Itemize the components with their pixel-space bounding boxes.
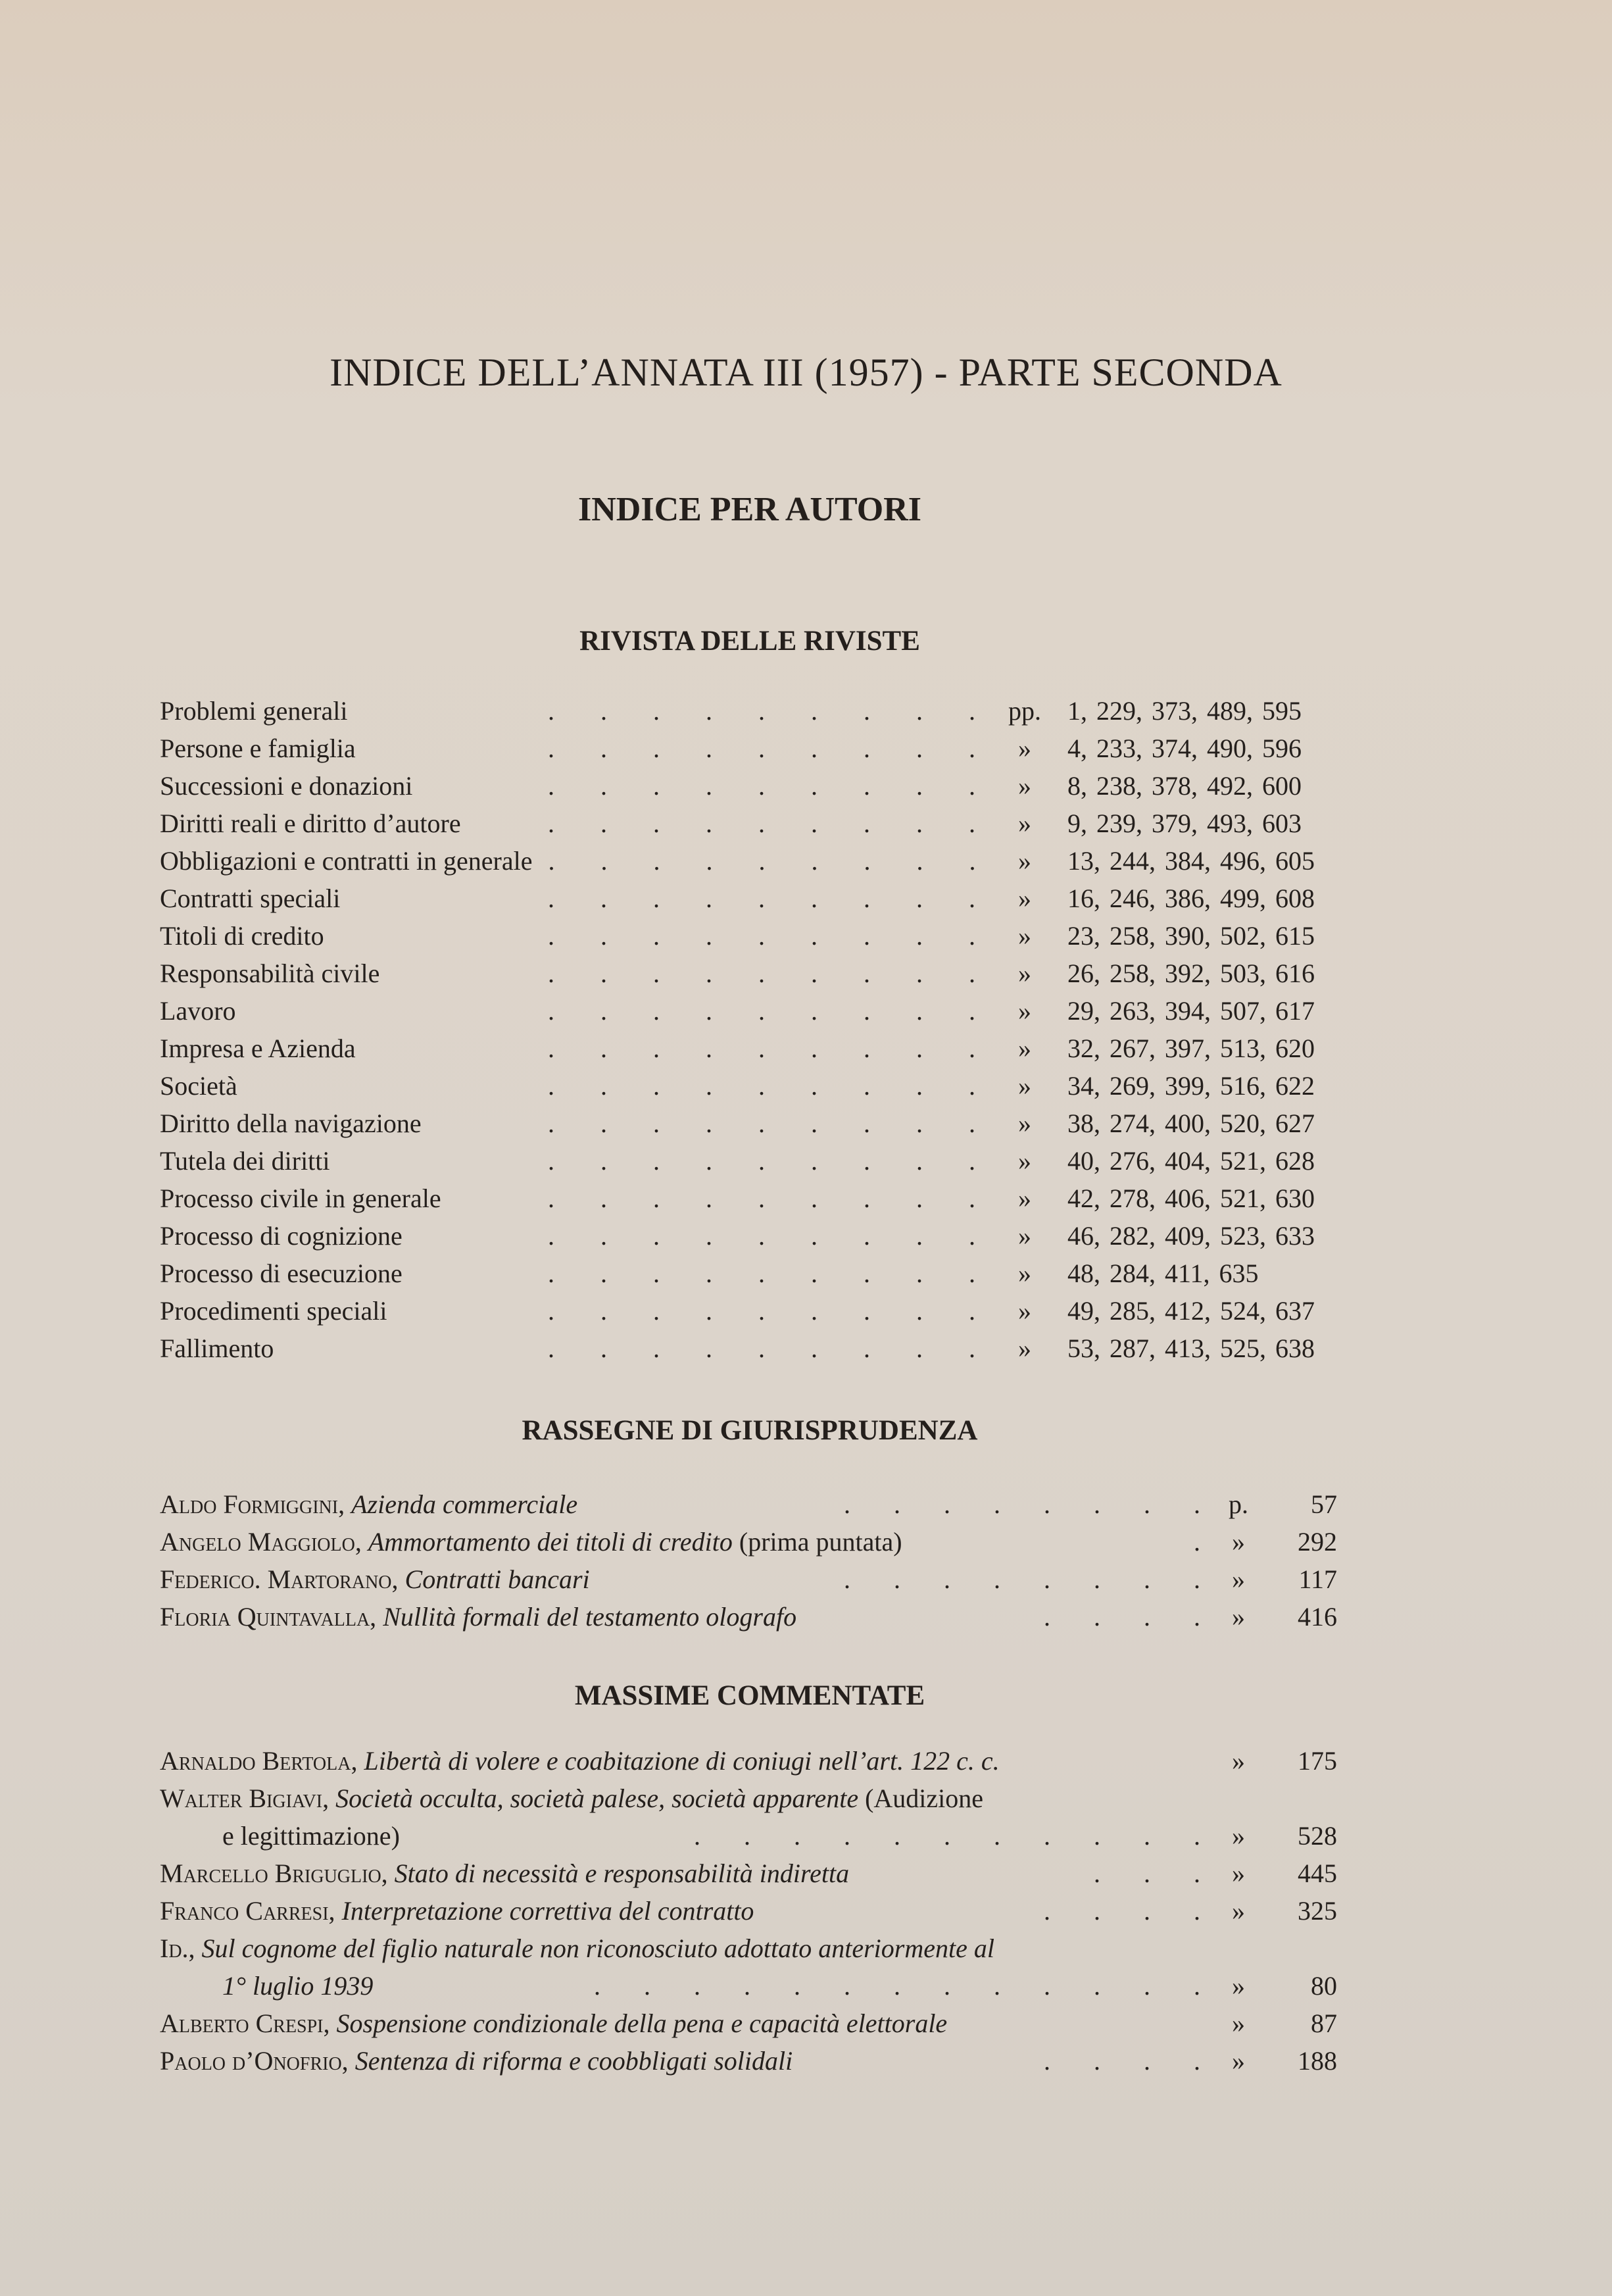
massima-entry xyxy=(160,1855,1337,1892)
leader-dots: . . . . . . . . . xyxy=(548,846,995,876)
row-pages: 1, 229, 373, 489, 595 xyxy=(1067,696,1302,726)
index-row xyxy=(160,767,1337,805)
massima-entry xyxy=(160,2042,1337,2080)
row-pages: 4, 233, 374, 490, 596 xyxy=(1067,734,1302,763)
entry-mark: » xyxy=(1232,1527,1245,1557)
entry-author: Arnaldo Bertola, xyxy=(160,1746,358,1776)
leader-dots: . . . . . . . . . xyxy=(548,884,995,913)
row-mark: » xyxy=(1018,1221,1031,1251)
row-mark: » xyxy=(1018,846,1031,876)
leader-dots: . . . . . . . . . xyxy=(548,1259,995,1288)
section-heading-rassegne: RASSEGNE DI GIURISPRUDENZA xyxy=(522,1415,978,1446)
entry-mark: » xyxy=(1232,2046,1245,2076)
row-mark: » xyxy=(1018,771,1031,801)
entry-author: Franco Carresi, xyxy=(160,1896,335,1926)
rassegna-entry xyxy=(160,1560,1337,1598)
page-subtitle: INDICE PER AUTORI xyxy=(577,491,922,528)
index-row xyxy=(160,1217,1337,1255)
massima-entry xyxy=(160,1780,1337,1855)
entry-mark: » xyxy=(1232,1564,1245,1594)
row-pages: 32, 267, 397, 513, 620 xyxy=(1067,1034,1315,1063)
row-mark: » xyxy=(1018,1259,1031,1288)
row-pages: 42, 278, 406, 521, 630 xyxy=(1067,1184,1315,1213)
row-label: Processo di esecuzione xyxy=(160,1259,403,1288)
entry-page: 175 xyxy=(1298,1746,1337,1776)
leader-dots: . . . . xyxy=(1044,2046,1219,2076)
leader-dots: . . . . . . . . . xyxy=(548,921,995,951)
row-mark: » xyxy=(1018,1146,1031,1176)
entry-page: 445 xyxy=(1298,1859,1337,1888)
index-row xyxy=(160,1255,1337,1292)
entry-mark: » xyxy=(1232,1971,1245,2001)
row-label: Successioni e donazioni xyxy=(160,771,413,801)
entry-title: Sospensione condizionale della pena e capacità elettorale xyxy=(336,2009,948,2038)
row-mark: » xyxy=(1018,1071,1031,1101)
row-label: Fallimento xyxy=(160,1334,274,1363)
row-mark: » xyxy=(1018,996,1031,1026)
entry-title: Nullità formali del testamento olografo xyxy=(383,1602,797,1632)
index-row xyxy=(160,992,1337,1030)
row-mark: » xyxy=(1018,1184,1031,1213)
row-pages: 53, 287, 413, 525, 638 xyxy=(1067,1334,1315,1363)
row-label: Contratti speciali xyxy=(160,884,341,913)
leader-dots: . . . . . . . . . . . xyxy=(694,1821,1219,1851)
entry-mark: » xyxy=(1232,1602,1245,1632)
leader-dots: . . . . . . . . . xyxy=(548,959,995,988)
row-label: Diritto della navigazione xyxy=(160,1109,422,1138)
leader-dots: . . . . . . . . . xyxy=(548,1109,995,1138)
row-mark: » xyxy=(1018,1296,1031,1326)
entry-mark: » xyxy=(1232,1896,1245,1926)
index-row xyxy=(160,1142,1337,1180)
row-label: Società xyxy=(160,1071,237,1101)
index-row xyxy=(160,1105,1337,1142)
rassegna-entry xyxy=(160,1598,1337,1635)
leader-dots: . . . . . . . . . xyxy=(548,771,995,801)
index-row xyxy=(160,1067,1337,1105)
entry-note: (prima puntata) xyxy=(732,1527,902,1557)
entry-page: 292 xyxy=(1298,1527,1337,1557)
entry-mark: p. xyxy=(1229,1489,1248,1519)
index-row xyxy=(160,1030,1337,1067)
leader-dots: . . . . . . . . xyxy=(844,1564,1219,1594)
leader-dots: . . . . xyxy=(1044,1602,1219,1632)
row-mark: pp. xyxy=(1008,696,1041,726)
section-heading-rivista: RIVISTA DELLE RIVISTE xyxy=(579,626,920,657)
row-mark: » xyxy=(1018,959,1031,988)
leader-dots: . . . . . . . . . xyxy=(548,1146,995,1176)
leader-dots: . . . . . . . . . xyxy=(548,996,995,1026)
leader-dots: . . . . . . . . . xyxy=(548,1184,995,1213)
leader-dots: . . . . . . . . xyxy=(844,1489,1219,1519)
entry-page: 188 xyxy=(1298,2046,1337,2076)
index-row xyxy=(160,692,1337,730)
leader-dots: . . . . . . . . . xyxy=(548,696,995,726)
leader-dots: . . . . . . . . . xyxy=(548,1334,995,1363)
row-mark: » xyxy=(1018,1334,1031,1363)
page-title: INDICE DELL’ANNATA III (1957) - PARTE SECONDA xyxy=(330,351,1282,394)
entry-page: 117 xyxy=(1298,1564,1337,1594)
entry-title: Contratti bancari xyxy=(404,1564,590,1594)
leader-dots: . . . . . . . . . xyxy=(548,1296,995,1326)
entry-page: 325 xyxy=(1298,1896,1337,1926)
row-label: Tutela dei diritti xyxy=(160,1146,330,1176)
row-pages: 16, 246, 386, 499, 608 xyxy=(1067,884,1315,913)
index-row xyxy=(160,880,1337,917)
leader-dots: . . . xyxy=(1094,1859,1219,1888)
entry-author: Id., xyxy=(160,1934,195,1963)
leader-dots: . . . . . . . . . xyxy=(548,1221,995,1251)
entry-title: Ammortamento dei titoli di credito xyxy=(368,1527,733,1557)
rivista-list xyxy=(160,692,1337,1367)
row-label: Processo civile in generale xyxy=(160,1184,441,1213)
row-pages: 49, 285, 412, 524, 637 xyxy=(1067,1296,1315,1326)
massima-entry xyxy=(160,1742,1337,1780)
row-label: Problemi generali xyxy=(160,696,348,726)
row-pages: 26, 258, 392, 503, 616 xyxy=(1067,959,1315,988)
entry-title: Sentenza di riforma e coobbligati solidali xyxy=(354,2046,793,2076)
row-mark: » xyxy=(1018,734,1031,763)
entry-author: Alberto Crespi, xyxy=(160,2009,330,2038)
leader-dots: . . . . . . . . . xyxy=(548,809,995,838)
entry-continuation: e legittimazione) xyxy=(222,1821,400,1851)
row-label: Persone e famiglia xyxy=(160,734,356,763)
row-pages: 38, 274, 400, 520, 627 xyxy=(1067,1109,1315,1138)
entry-mark: » xyxy=(1232,2009,1245,2038)
row-label: Lavoro xyxy=(160,996,236,1026)
entry-title: Stato di necessità e responsabilità indiretta xyxy=(394,1859,850,1888)
entry-page: 80 xyxy=(1311,1971,1337,2001)
row-label: Responsabilità civile xyxy=(160,959,380,988)
entry-title: Sul cognome del figlio naturale non riconosciuto adottato anteriormente al xyxy=(201,1934,994,1963)
entry-page: 87 xyxy=(1311,2009,1337,2038)
row-pages: 46, 282, 409, 523, 633 xyxy=(1067,1221,1315,1251)
entry-author: Federico. Martorano, xyxy=(160,1564,399,1594)
entry-author: Angelo Maggiolo, xyxy=(160,1527,362,1557)
entry-page: 57 xyxy=(1311,1489,1337,1519)
row-pages: 48, 284, 411, 635 xyxy=(1067,1259,1259,1288)
row-label: Processo di cognizione xyxy=(160,1221,403,1251)
leader-dots: . . . . xyxy=(1044,1896,1219,1926)
row-label: Obbligazioni e contratti in generale xyxy=(160,846,533,876)
entry-mark: » xyxy=(1232,1821,1245,1851)
entry-page: 528 xyxy=(1298,1821,1337,1851)
row-label: Impresa e Azienda xyxy=(160,1034,356,1063)
row-mark: » xyxy=(1018,809,1031,838)
leader-dots: . . . . . . . . . xyxy=(548,1071,995,1101)
index-row xyxy=(160,917,1337,955)
massime-list xyxy=(160,1742,1337,2080)
index-row xyxy=(160,955,1337,992)
row-mark: » xyxy=(1018,1034,1031,1063)
massima-entry xyxy=(160,2005,1337,2042)
entry-title: Azienda commerciale xyxy=(351,1489,578,1519)
entry-author: Floria Quintavalla, xyxy=(160,1602,377,1632)
entry-author: Paolo d’Onofrio, xyxy=(160,2046,349,2076)
row-pages: 29, 263, 394, 507, 617 xyxy=(1067,996,1315,1026)
row-label: Procedimenti speciali xyxy=(160,1296,387,1326)
row-label: Titoli di credito xyxy=(160,921,324,951)
entry-title: Libertà di volere e coabitazione di coniugi nell’art. 122 c. c. xyxy=(364,1746,1000,1776)
entry-note: (Audizione xyxy=(858,1784,984,1813)
entry-continuation: 1° luglio 1939 xyxy=(222,1971,374,2001)
leader-dots: . . . . . . . . . . . . . xyxy=(594,1971,1219,2001)
row-pages: 8, 238, 378, 492, 600 xyxy=(1067,771,1302,801)
entry-mark: » xyxy=(1232,1859,1245,1888)
row-mark: » xyxy=(1018,1109,1031,1138)
massima-entry xyxy=(160,1930,1337,2005)
leader-dots: . xyxy=(1194,1527,1219,1557)
entry-mark: » xyxy=(1232,1746,1245,1776)
rassegna-entry xyxy=(160,1523,1337,1560)
entry-page: 416 xyxy=(1298,1602,1337,1632)
row-mark: » xyxy=(1018,921,1031,951)
entry-title: Società occulta, società palese, società apparente xyxy=(335,1784,859,1813)
leader-dots: . . . . . . . . . xyxy=(548,1034,995,1063)
index-row xyxy=(160,1180,1337,1217)
row-label: Diritti reali e diritto d’autore xyxy=(160,809,461,838)
row-pages: 9, 239, 379, 493, 603 xyxy=(1067,809,1302,838)
entry-author: Walter Bigiavi, xyxy=(160,1784,330,1813)
row-pages: 13, 244, 384, 496, 605 xyxy=(1067,846,1315,876)
index-row xyxy=(160,1330,1337,1367)
entry-author: Aldo Formiggini, xyxy=(160,1489,345,1519)
section-heading-massime: MASSIME COMMENTATE xyxy=(574,1680,925,1711)
leader-dots: . . . . . . . . . xyxy=(548,734,995,763)
index-row xyxy=(160,1292,1337,1330)
massima-entry xyxy=(160,1892,1337,1930)
row-pages: 23, 258, 390, 502, 615 xyxy=(1067,921,1315,951)
entry-author: Marcello Briguglio, xyxy=(160,1859,388,1888)
row-pages: 40, 276, 404, 521, 628 xyxy=(1067,1146,1315,1176)
rassegna-entry xyxy=(160,1485,1337,1523)
index-row xyxy=(160,730,1337,767)
index-row xyxy=(160,805,1337,842)
entry-title: Interpretazione correttiva del contratto xyxy=(341,1896,754,1926)
index-row xyxy=(160,842,1337,880)
row-pages: 34, 269, 399, 516, 622 xyxy=(1067,1071,1315,1101)
row-mark: » xyxy=(1018,884,1031,913)
rassegne-list xyxy=(160,1485,1337,1635)
